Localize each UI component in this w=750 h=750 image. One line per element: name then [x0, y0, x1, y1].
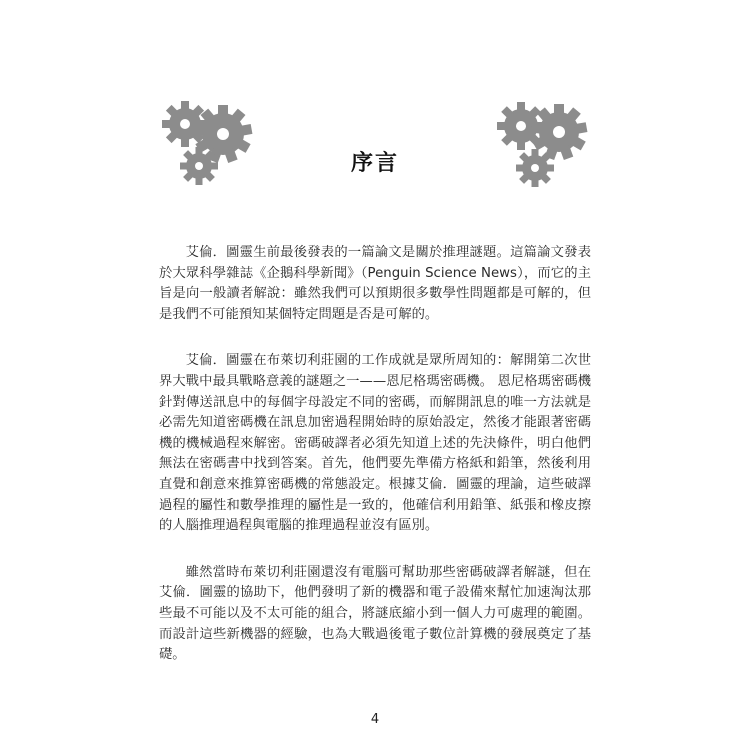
page-number: 4 [370, 712, 380, 727]
paragraph: 艾倫．圖靈生前最後發表的一篇論文是關於推理謎題。這篇論文發表於大眾科學雜誌《企鵝科學新聞》（Penguin Science News），而它的主旨是向一般讀者解說：雖然我們可以預期很多數學性問題都是可解的，但是我們不可能預知某個特定問題是否是可解的。 [159, 245, 591, 322]
paragraph: 艾倫．圖靈在布萊切利莊園的工作成就是眾所周知的：解開第二次世界大戰中最具戰略意義的謎題之一——恩尼格瑪密碼機。 恩尼格瑪密碼機針對傳送訊息中的每個字母設定不同的密碼，而解開訊息的唯一方法就是必需先知道密碼機在訊息加密過程開始時的原始設定，然後才能跟著密碼機的機械過程來解密。密碼破譯者必須先知道上述的先決條件，明白他們無法在密碼書中找到答案。首先，他們要先準備方格紙和鉛筆，然後利用直覺和創意來推算密碼機的常態設定。根據艾倫．圖靈的理論，這些破譯過程的屬性和數學推理的屬性是一致的，他確信利用鉛筆、紙張和橡皮擦的人腦推理過程與電腦的推理過程並沒有區別。 [159, 353, 591, 534]
chapter-title: 序言 [350, 151, 399, 176]
body-text [159, 243, 591, 692]
paragraph: 雖然當時布萊切利莊園還沒有電腦可幫助那些密碼破譯者解謎，但在艾倫．圖靈的協助下，他們發明了新的機器和電子設備來幫忙加速淘汰那些最不可能以及不太可能的組合，將謎底縮小到一個人力可處理的範圍。而設計這些新機器的經驗，也為大戰過後電子數位計算機的發展奠定了基礎。 [159, 564, 591, 663]
